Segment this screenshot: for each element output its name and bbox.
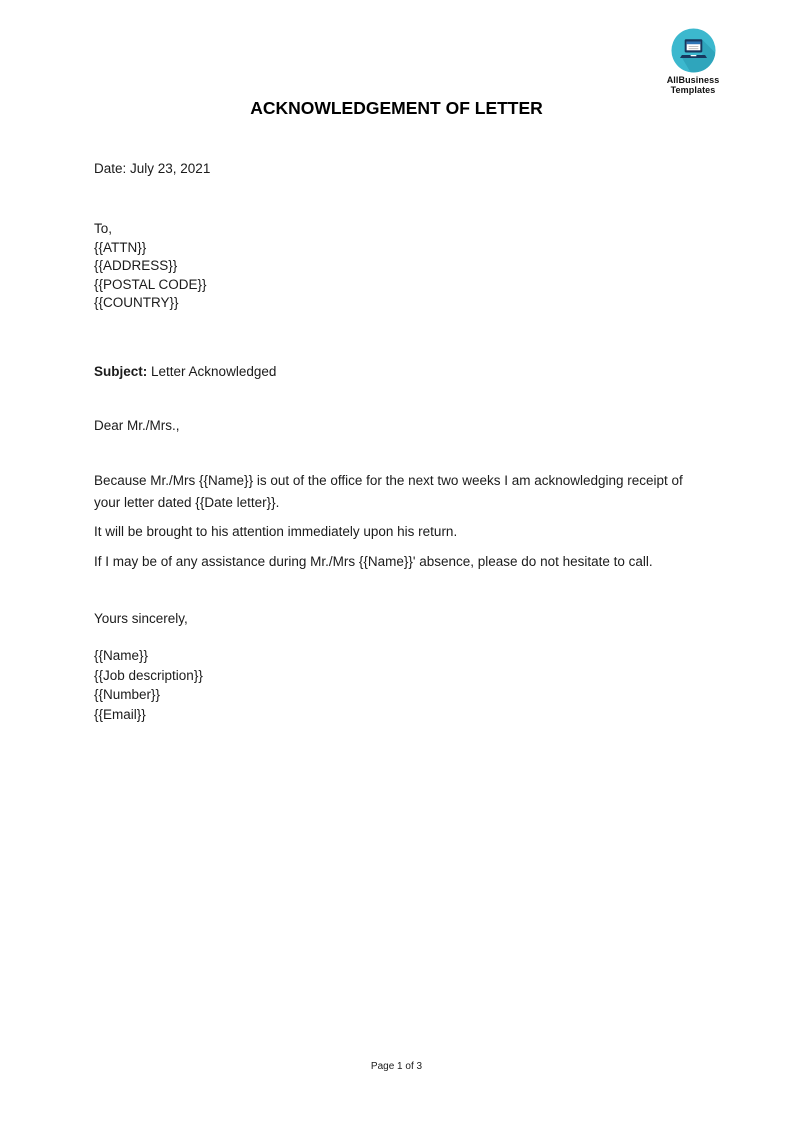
recipient-line-country: {{COUNTRY}} [94,295,179,310]
recipient-line-postal-code: {{POSTAL CODE}} [94,276,207,292]
body-paragraph-3: If I may be of any assistance during Mr./Mrs {{Name}}' absence, please do not hesitate to call. [94,554,653,569]
salutation: Dear Mr./Mrs., [94,418,180,433]
brand-name-line2: Templates [670,85,716,95]
signature-line-email: {{Email}} [94,706,146,722]
recipient-line-attn: {{ATTN}} [94,239,147,255]
signature-line-job-description: {{Job description}} [94,667,203,683]
subject-line [94,364,276,379]
page-footer [0,1061,793,1072]
brand-name-line1: AllBusiness [666,75,720,85]
subject-label: Subject: [94,364,148,379]
body-paragraph-2: It will be brought to his attention immediately upon his return. [94,524,458,539]
recipient-intro: To, [94,221,113,236]
subject-value: Letter Acknowledged [147,364,277,379]
signature-line-name: {{Name}} [94,648,149,663]
signature-line-number: {{Number}} [94,687,161,702]
closing: Yours sincerely, [94,611,188,626]
date-line: Date: July 23, 2021 [94,161,211,176]
brand-logo [645,27,741,95]
brand-name [667,75,720,95]
laptop-icon [670,27,717,74]
recipient-line-address: {{ADDRESS}} [94,258,178,273]
page-indicator: Page 1 of 3 [370,1061,423,1072]
signature-block [94,646,203,724]
document-title: ACKNOWLEDGEMENT OF LETTER [250,98,543,118]
body-paragraph-1: Because Mr./Mrs {{Name}} is out of the office for the next two weeks I am acknowledging receipt of your letter dated {{Date letter}}. [94,473,683,510]
recipient-block [94,220,207,313]
